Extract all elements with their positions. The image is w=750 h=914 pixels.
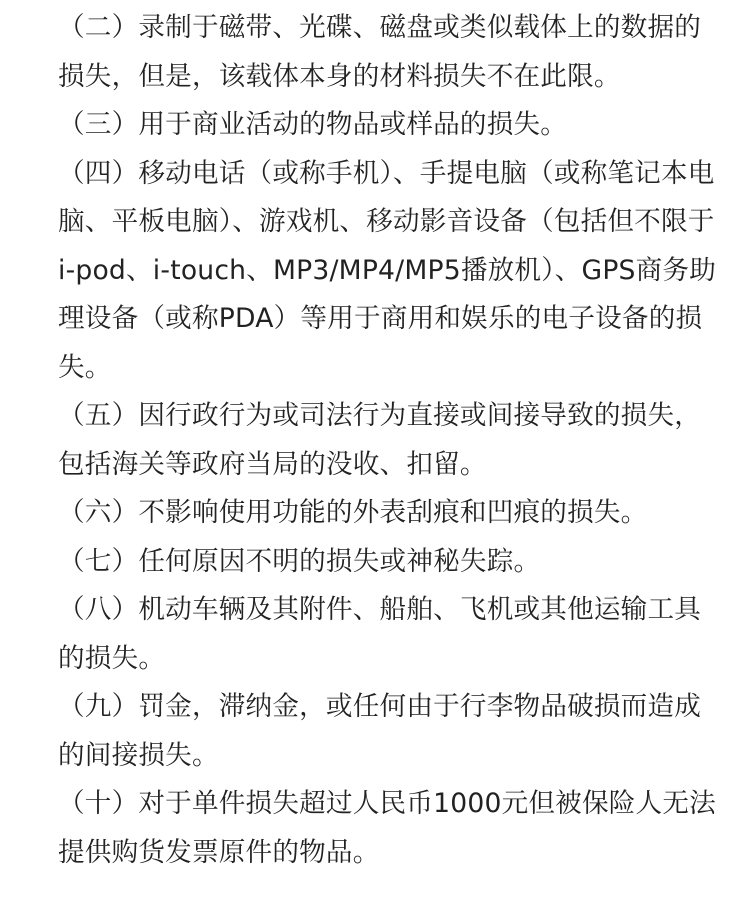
exclusion-item-9: （九）罚金，滞纳金，或任何由于行李物品破损而造成的间接损失。 (58, 691, 702, 771)
exclusion-item-2: （二）录制于磁带、光碟、磁盘或类似载体上的数据的损失，但是，该载体本身的材料损失不在此限。 (58, 12, 702, 92)
exclusion-item-8: （八）机动车辆及其附件、船舶、飞机或其他运输工具的损失。 (58, 594, 702, 674)
exclusion-item-5: （五）因行政行为或司法行为直接或间接导致的损失，包括海关等政府当局的没收、扣留。 (58, 400, 702, 480)
exclusion-item-7: （七）任何原因不明的损失或神秘失踪。 (58, 545, 541, 577)
exclusion-item-3: （三）用于商业活动的物品或样品的损失。 (58, 109, 568, 140)
exclusion-item-6: （六）不影响使用功能的外表刮痕和凹痕的损失。 (58, 497, 648, 528)
exclusion-item-4: （四）移动电话（或称手机）、手提电脑（或称笔记本电脑、平板电脑）、游戏机、移动影音设备（包括但不限于i-pod、i-touch、MP3/MP4/MP5播放机）、GPS商务助理设备（或称PDA）等用于商用和娱乐的电子设备的损失。 (58, 157, 717, 383)
exclusions-list (58, 4, 718, 877)
exclusion-item-10: （十）对于单件损失超过人民币1000元但被保险人无法提供购货发票原件的物品。 (58, 788, 716, 868)
